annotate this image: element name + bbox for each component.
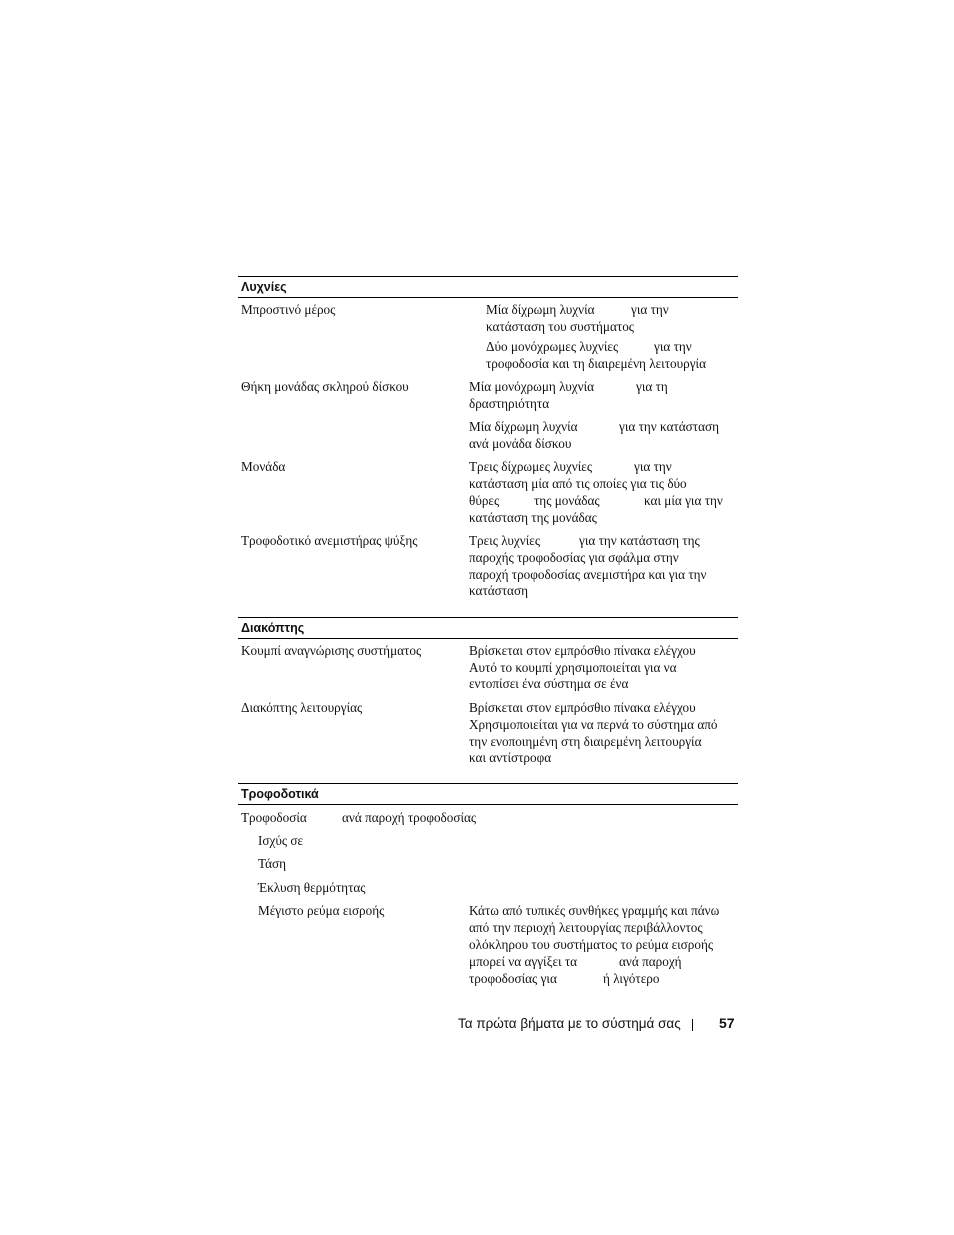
row-label-supply: Τροφοδοσία <box>241 810 307 825</box>
row-label-hdd: Θήκη μονάδας σκληρού δίσκου <box>241 379 409 394</box>
unit-light-desc-1f: και μία για την <box>644 493 723 508</box>
mode-switch-desc-4: και αντίστροφα <box>469 750 552 765</box>
psu-light-desc-1d: παροχή τροφοδοσίας ανεμιστήρα και για την <box>469 567 707 582</box>
unit-light-desc-1e: της μονάδας <box>534 493 600 508</box>
section-heading-power: Τροφοδοτικά <box>238 783 738 805</box>
row-label-wattage: Ισχύς σε <box>258 833 304 848</box>
mode-switch-desc-3: την ενοποιημένη στη διαιρεμένη λειτουργία <box>469 734 702 749</box>
row-label-unit: Μονάδα <box>241 459 286 474</box>
supply-note: ανά παροχή τροφοδοσίας <box>342 810 477 825</box>
row-label-id-button: Κουμπί αναγνώρισης συστήματος <box>241 643 422 658</box>
row-label-voltage: Τάση <box>258 856 287 871</box>
inrush-desc-3: ολόκληρου του συστήματος το ρεύμα εισροής <box>469 937 714 952</box>
inrush-desc-2: από την περιοχή λειτουργίας περιβάλλοντος <box>469 920 703 935</box>
row-label-front: Μπροστινό μέρος <box>241 302 336 317</box>
inrush-desc-5b: ή λιγότερο <box>603 971 660 986</box>
unit-light-desc-1c: κατάσταση μία από τις οποίες για τις δύο <box>469 476 687 491</box>
section-heading-switches: Διακόπτης <box>238 617 738 639</box>
front-light-desc-2b: για την <box>654 339 692 354</box>
psu-light-desc-1a: Τρεις λυχνίες <box>469 533 541 548</box>
inrush-desc-1: Κάτω από τυπικές συνθήκες γραμμής και πάνω <box>469 903 720 918</box>
unit-light-desc-1a: Τρεις δίχρωμες λυχνίες <box>469 459 593 474</box>
page-number: 57 <box>719 1015 735 1031</box>
row-label-heat: Έκλυση θερμότητας <box>258 880 366 895</box>
psu-light-desc-1e: κατάσταση <box>469 583 528 598</box>
hdd-light-desc-2b: για την κατάσταση <box>619 419 720 434</box>
mode-switch-desc-2: Χρησιμοποιείται για να περνά το σύστημα από <box>469 717 718 732</box>
front-light-desc-1b: για την <box>631 302 669 317</box>
inrush-desc-4b: ανά παροχή <box>619 954 682 969</box>
row-label-psu: Τροφοδοτικό ανεμιστήρας ψύξης <box>241 533 418 548</box>
unit-light-desc-1d: θύρες <box>469 493 500 508</box>
front-light-desc-1a: Μία δίχρωμη λυχνία <box>486 302 595 317</box>
id-button-desc-2: Αυτό το κουμπί χρησιμοποιείται για να <box>469 660 677 675</box>
hdd-light-desc-2a: Μία δίχρωμη λυχνία <box>469 419 578 434</box>
unit-light-desc-1g: κατάσταση της μονάδας <box>469 510 597 525</box>
row-label-inrush: Μέγιστο ρεύμα εισροής <box>258 903 385 918</box>
mode-switch-desc-1: Βρίσκεται στον εμπρόσθιο πίνακα ελέγχου <box>469 700 696 715</box>
row-label-mode-switch: Διακόπτης λειτουργίας <box>241 700 363 715</box>
hdd-light-desc-1b: για τη <box>636 379 668 394</box>
inrush-desc-4a: μπορεί να αγγίξει τα <box>469 954 578 969</box>
footer-separator <box>692 1019 693 1031</box>
unit-light-desc-1b: για την <box>634 459 672 474</box>
hdd-light-desc-1a: Μία μονόχρωμη λυχνία <box>469 379 595 394</box>
inrush-desc-5a: τροφοδοσίας για <box>469 971 557 986</box>
footer-title: Τα πρώτα βήματα με το σύστημά σας <box>458 1016 681 1031</box>
section-heading-lights: Λυχνίες <box>238 276 738 298</box>
psu-light-desc-1c: παροχής τροφοδοσίας για σφάλμα στην <box>469 550 679 565</box>
front-light-desc-2c: τροφοδοσία και τη διαιρεμένη λειτουργία <box>486 356 706 371</box>
front-light-desc-2a: Δύο μονόχρωμες λυχνίες <box>486 339 619 354</box>
id-button-desc-1: Βρίσκεται στον εμπρόσθιο πίνακα ελέγχου <box>469 643 696 658</box>
front-light-desc-1c: κατάσταση του συστήματος <box>486 319 635 334</box>
hdd-light-desc-2c: ανά μονάδα δίσκου <box>469 436 572 451</box>
psu-light-desc-1b: για την κατάσταση της <box>579 533 700 548</box>
id-button-desc-3: εντοπίσει ένα σύστημα σε ένα <box>469 676 629 691</box>
hdd-light-desc-1c: δραστηριότητα <box>469 396 550 411</box>
